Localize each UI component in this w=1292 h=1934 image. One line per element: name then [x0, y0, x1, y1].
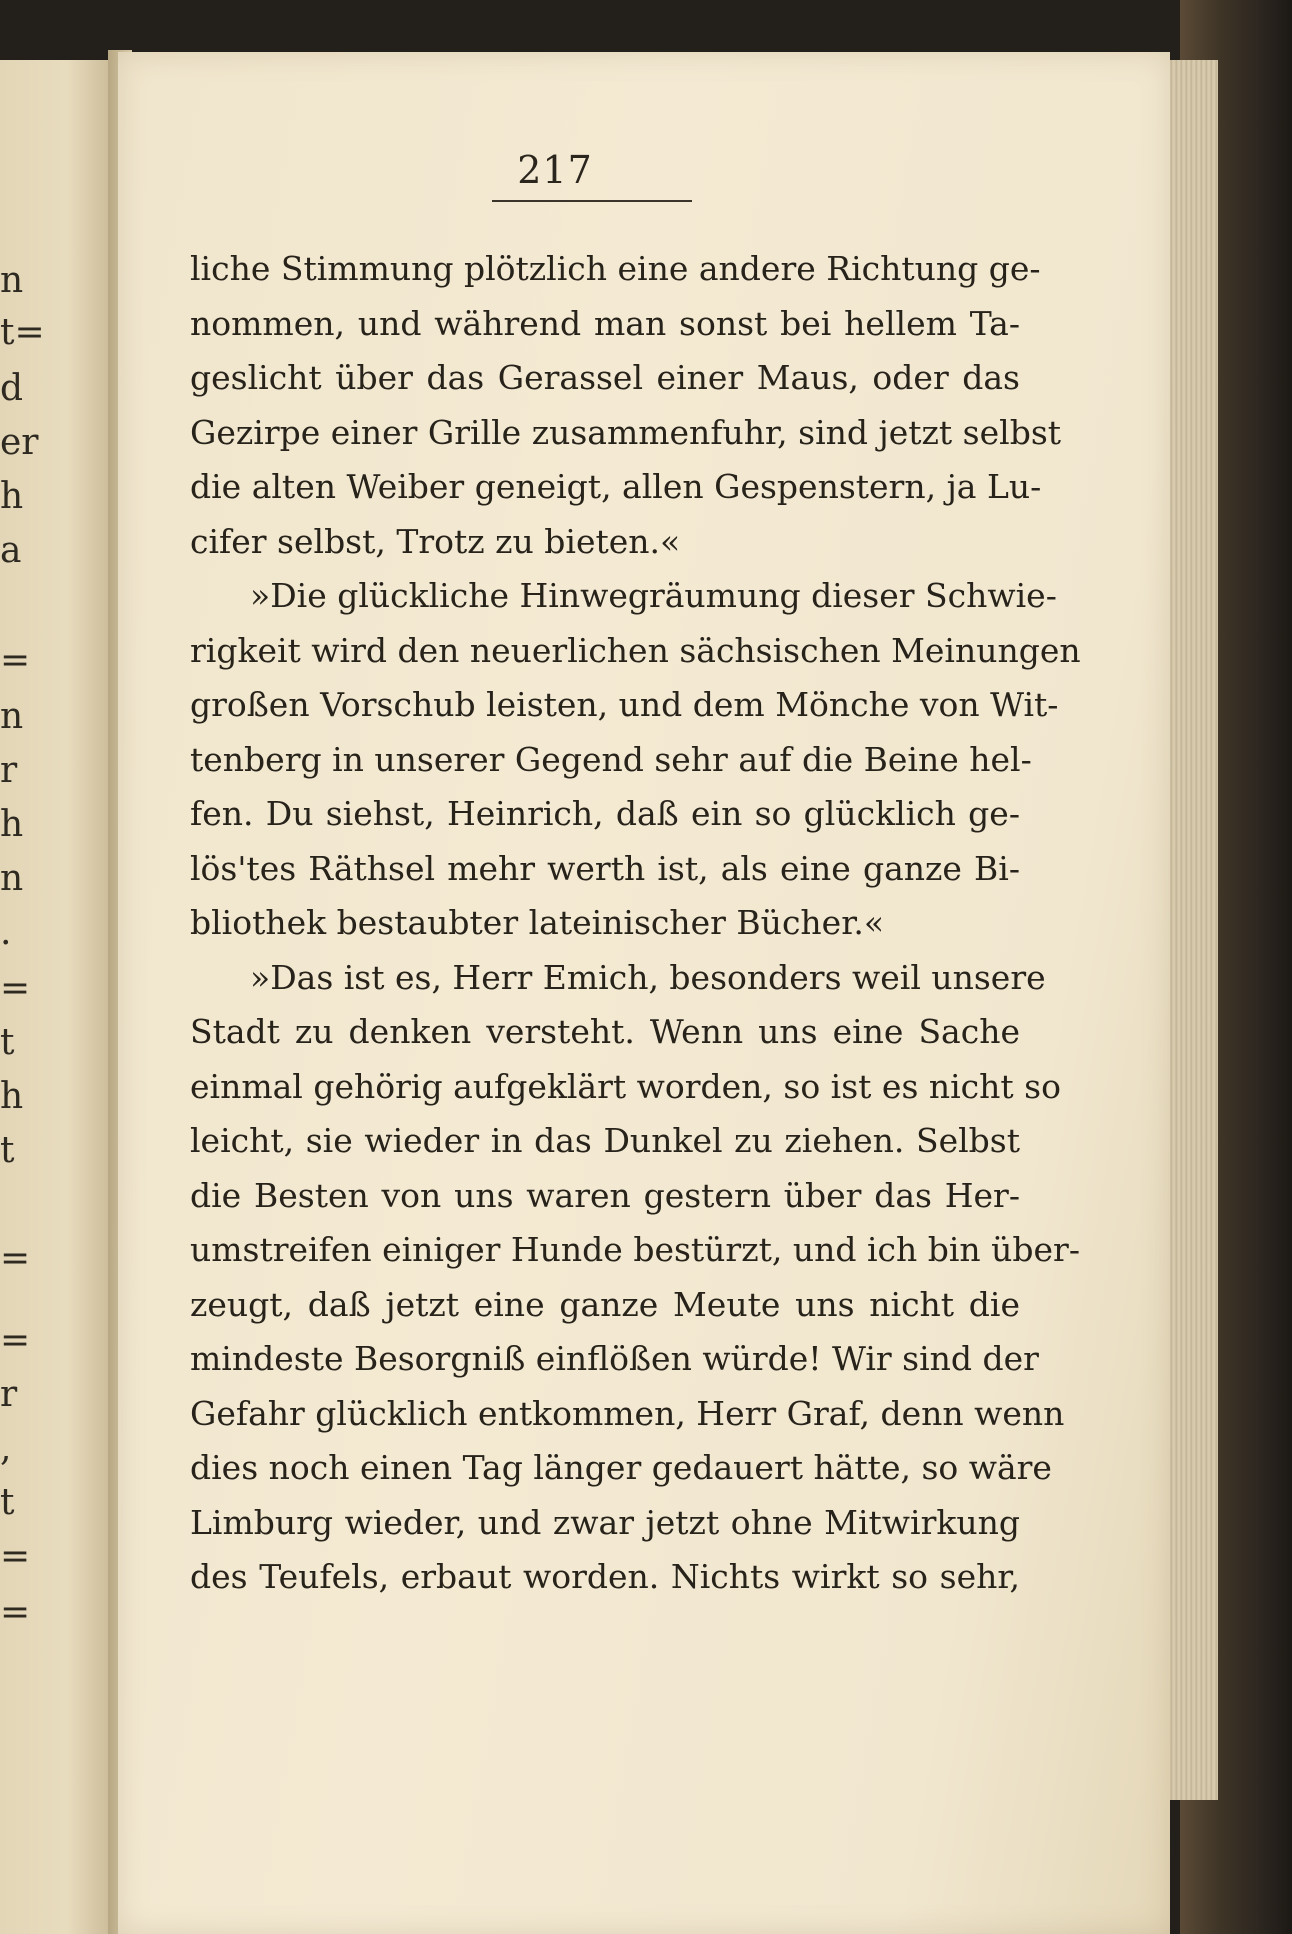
header-rule: [492, 200, 692, 202]
text-line: bliothek bestaubter lateinischer Bücher.«: [190, 903, 885, 942]
text-line: einmal gehörig aufgeklärt worden, so ist es nicht so: [190, 1066, 1061, 1106]
text-line: Gefahr glücklich entkommen, Herr Graf, denn wenn: [190, 1393, 1065, 1433]
margin-char: =: [0, 968, 31, 1009]
text-line: umstreifen einiger Hunde bestürzt, und ich bin über-: [190, 1230, 1080, 1269]
margin-char: =: [0, 1592, 31, 1633]
margin-char: =: [0, 1536, 31, 1577]
text-line: Stadt zu denken versteht. Wenn uns eine Sache: [190, 1012, 1020, 1051]
text-line: cifer selbst, Trotz zu bieten.«: [190, 521, 681, 561]
margin-char: n: [0, 858, 24, 899]
margin-char: t=: [0, 312, 45, 353]
text-line: die alten Weiber geneigt, allen Gespenstern, ja Lu-: [190, 467, 1042, 506]
text-line: rigkeit wird den neuerlichen sächsischen Meinungen: [190, 630, 1081, 670]
margin-char: =: [0, 1320, 31, 1361]
text-line: großen Vorschub leisten, und dem Mönche von Wit-: [190, 685, 1059, 724]
page-body-text: [190, 242, 1081, 1605]
margin-char: t: [0, 1130, 15, 1171]
text-line: liche Stimmung plötzlich eine andere Richtung ge-: [190, 249, 1041, 288]
text-line: leicht, sie wieder in das Dunkel zu ziehen. Selbst: [190, 1121, 1020, 1160]
text-line: lös'tes Räthsel mehr werth ist, als eine ganze Bi-: [190, 848, 1020, 888]
text-line: geslicht über das Gerassel einer Maus, oder das: [190, 358, 1020, 397]
margin-char: .: [0, 912, 12, 953]
margin-char: =: [0, 640, 31, 681]
margin-char: h: [0, 804, 24, 845]
left-page-edge: [0, 60, 112, 1934]
text-line: tenberg in unserer Gegend sehr auf die Beine hel-: [190, 739, 1032, 779]
text-line: nommen, und während man sonst bei hellem Ta-: [190, 303, 1020, 343]
margin-char: ,: [0, 1428, 12, 1469]
text-line: dies noch einen Tag länger gedauert hätte, so wäre: [190, 1448, 1052, 1487]
margin-char: n: [0, 696, 24, 737]
text-line: Gezirpe einer Grille zusammenfuhr, sind jetzt selbst: [190, 412, 1062, 452]
text-line: Limburg wieder, und zwar jetzt ohne Mitwirkung: [190, 1502, 1020, 1542]
margin-char: n: [0, 260, 24, 301]
margin-char: h: [0, 476, 24, 517]
text-line: »Das ist es, Herr Emich, besonders weil unsere: [250, 957, 1046, 997]
margin-char: er: [0, 422, 39, 463]
margin-char: h: [0, 1076, 24, 1117]
margin-char: d: [0, 368, 24, 409]
text-line: die Besten von uns waren gestern über das Her-: [190, 1175, 1020, 1215]
text-line: »Die glückliche Hinwegräumung dieser Schwie-: [250, 576, 1057, 615]
margin-char: r: [0, 1374, 18, 1415]
margin-char: r: [0, 750, 18, 791]
margin-char: t: [0, 1482, 15, 1523]
margin-char: =: [0, 1238, 31, 1279]
text-line: mindeste Besorgniß einflößen würde! Wir sind der: [190, 1339, 1039, 1378]
text-line: zeugt, daß jetzt eine ganze Meute uns nicht die: [190, 1284, 1020, 1324]
page-number: 217: [517, 148, 593, 192]
margin-char: a: [0, 530, 22, 571]
margin-char: t: [0, 1022, 15, 1063]
left-page-margin-text: [0, 60, 45, 1934]
text-line: fen. Du siehst, Heinrich, daß ein so glücklich ge-: [190, 794, 1020, 833]
text-line: des Teufels, erbaut worden. Nichts wirkt so sehr,: [190, 1557, 1020, 1596]
